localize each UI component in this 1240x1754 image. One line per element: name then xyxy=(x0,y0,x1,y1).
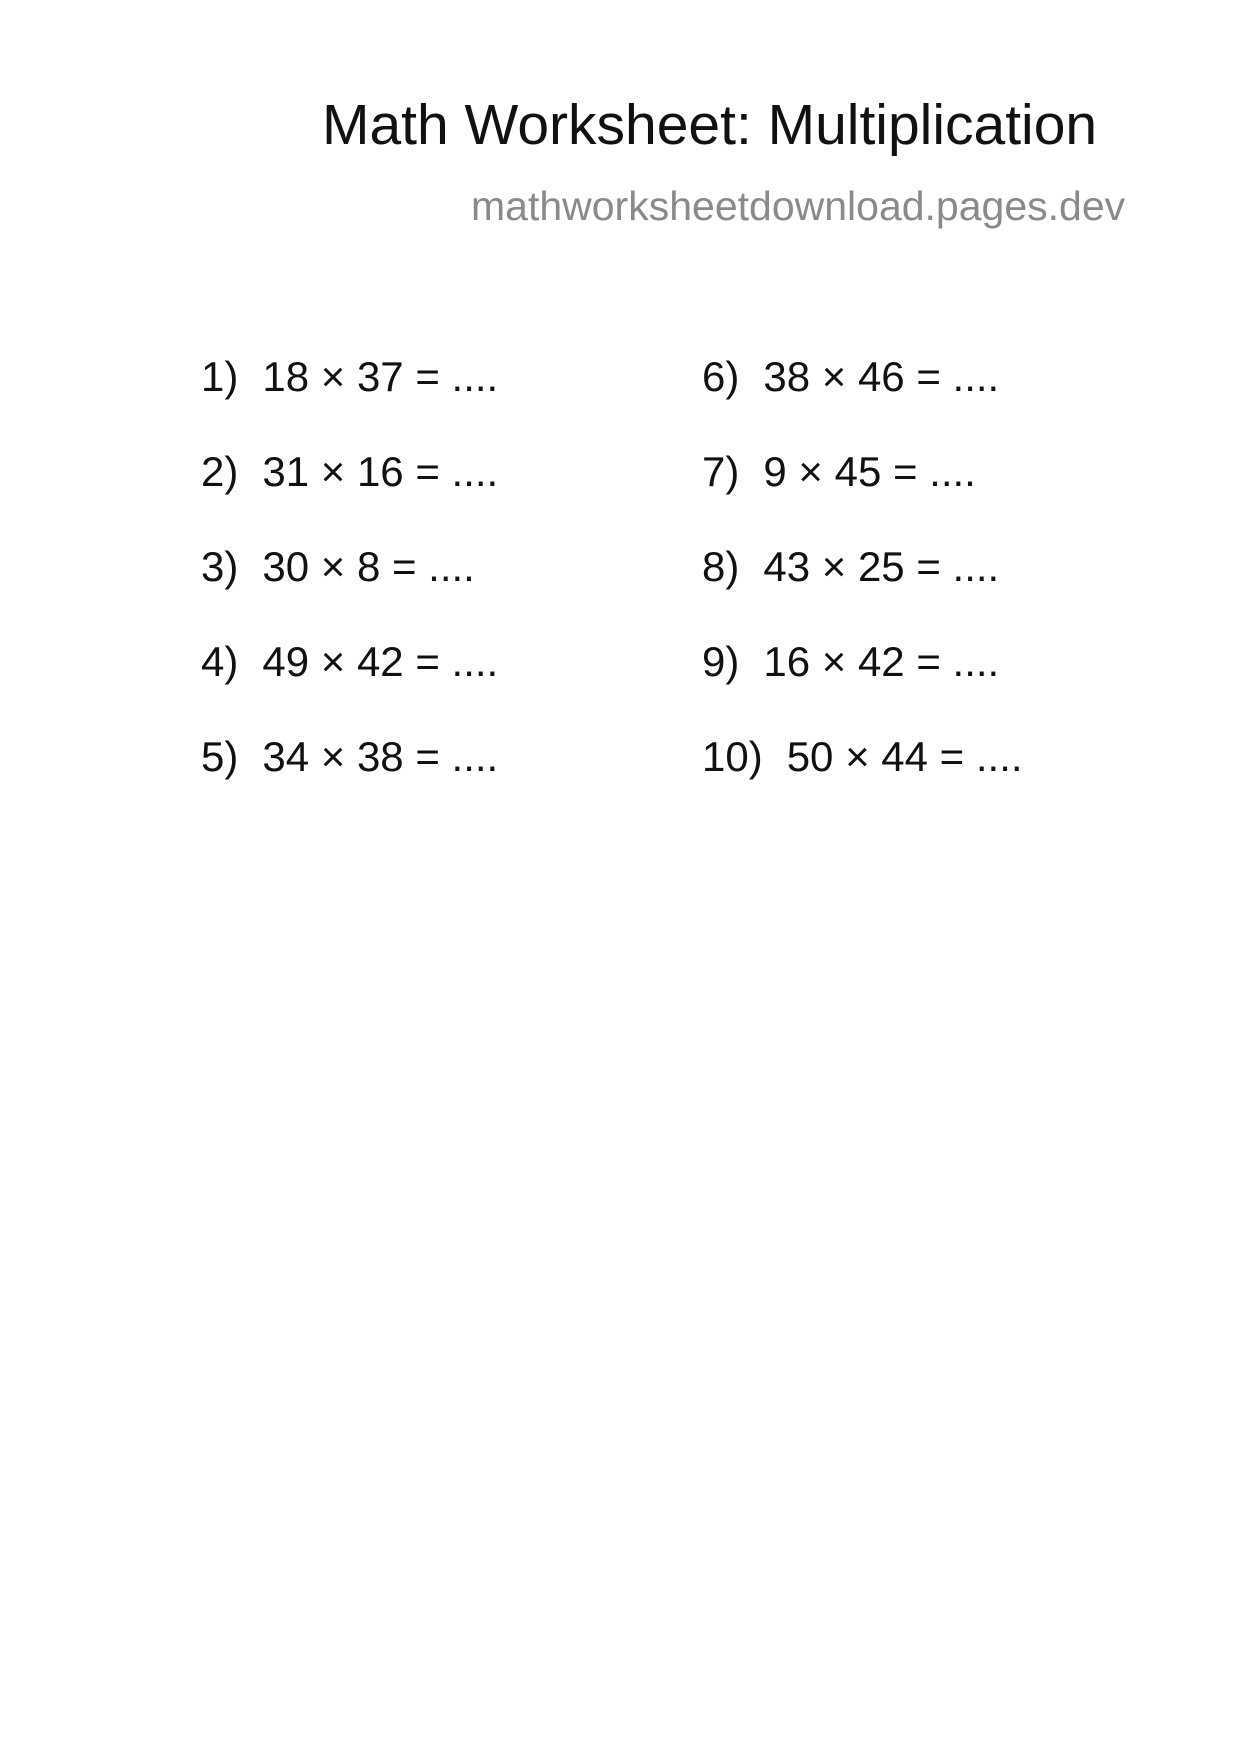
problem-number: 2) xyxy=(201,448,239,495)
problem-number: 10) xyxy=(702,733,763,780)
problem-expression: 43 × 25 = .... xyxy=(763,543,1000,590)
problem-expression: 50 × 44 = .... xyxy=(786,733,1023,780)
problem-column-left xyxy=(201,353,499,831)
problem-number: 4) xyxy=(201,638,239,685)
problem-item xyxy=(702,543,1023,641)
problem-expression: 16 × 42 = .... xyxy=(763,638,1000,685)
problem-item xyxy=(201,733,499,831)
problem-expression: 18 × 37 = .... xyxy=(262,353,499,400)
problem-item xyxy=(702,733,1023,831)
problem-number: 1) xyxy=(201,353,239,400)
problem-number: 3) xyxy=(201,543,239,590)
problem-item xyxy=(702,448,1023,546)
page-title: Math Worksheet: Multiplication xyxy=(322,93,1098,157)
problem-item xyxy=(201,448,499,546)
problem-number: 7) xyxy=(702,448,740,495)
problem-item xyxy=(702,353,1023,451)
problem-expression: 9 × 45 = .... xyxy=(763,448,976,495)
problem-item xyxy=(201,638,499,736)
problem-expression: 34 × 38 = .... xyxy=(262,733,499,780)
problem-item xyxy=(201,543,498,641)
problem-number: 6) xyxy=(702,353,740,400)
problem-number: 8) xyxy=(702,543,740,590)
problem-number: 9) xyxy=(702,638,740,685)
problem-column-right xyxy=(702,353,1023,831)
source-url: mathworksheetdownload.pages.dev xyxy=(471,183,1126,229)
problem-number: 5) xyxy=(201,733,239,780)
problem-expression: 31 × 16 = .... xyxy=(262,448,499,495)
problem-expression: 30 × 8 = .... xyxy=(262,543,475,590)
problem-expression: 49 × 42 = .... xyxy=(262,638,499,685)
problem-item xyxy=(702,638,1023,736)
problem-expression: 38 × 46 = .... xyxy=(763,353,1000,400)
problem-item xyxy=(201,353,499,451)
